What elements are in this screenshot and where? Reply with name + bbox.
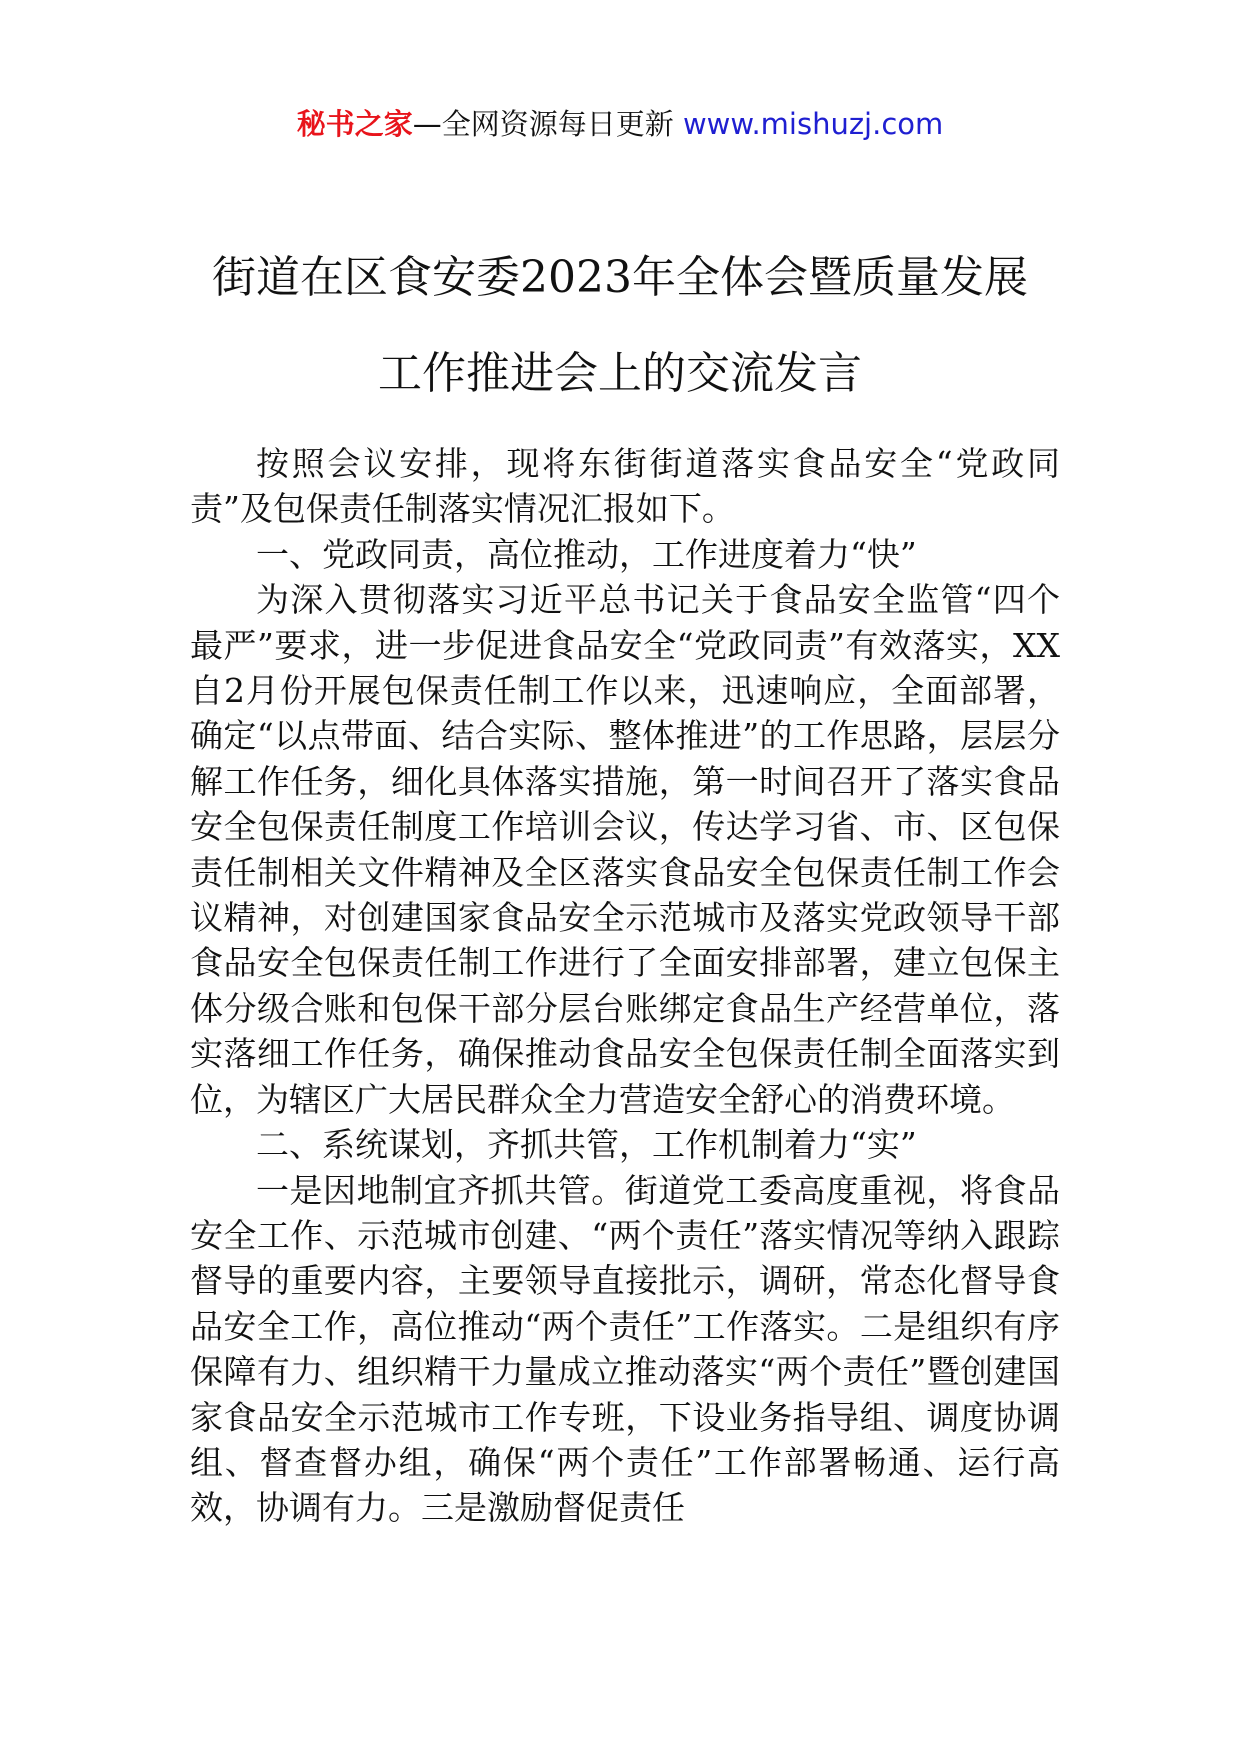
paragraph-section-2: 一是因地制宜齐抓共管。街道党工委高度重视，将食品安全工作、示范城市创建、“两个责任”落实情况等纳入跟踪督导的重要内容，主要领导直接批示，调研，常态化督导食品安全工作，高位推动“两个责任”工作落实。二是组织有序保障有力、组织精干力量成立推动落实“两个责任”暨创建国家食品安全示范城市工作专班，下设业务指导组、调度协调组、督查督办组，确保“两个责任”工作部署畅通、运行高效，协调有力。三是激励督促责任 [190, 1170, 1060, 1528]
document-title [150, 230, 1090, 422]
section-heading-2: 二、系统谋划，齐抓共管，工作机制着力“实” [256, 1125, 917, 1165]
site-header [0, 100, 1240, 148]
site-brand: 秘书之家 [296, 107, 413, 141]
section-heading-1: 一、党政同责，高位推动，工作进度着力“快” [256, 534, 917, 574]
paragraph-intro: 按照会议安排，现将东街街道落实食品安全“党政同责”及包保责任制落实情况汇报如下。 [190, 444, 1060, 529]
title-line-2: 工作推进会上的交流发言 [378, 348, 862, 399]
paragraph-section-1: 为深入贯彻落实习近平总书记关于食品安全监管“四个最严”要求，进一步促进食品安全“党政同责”有效落实，XX自2月份开展包保责任制工作以来，迅速响应，全面部署，确定“以点带面、结合实际、整体推进”的工作思路，层层分解工作任务，细化具体落实措施，第一时间召开了落实食品安全包保责任制度工作培训会议，传达学习省、市、区包保责任制相关文件精神及全区落实食品安全包保责任制工作会议精神，对创建国家食品安全示范城市及落实党政领导干部食品安全包保责任制工作进行了全面安排部署，建立包保主体分级合账和包保干部分层台账绑定食品生产经营单位，落实落细工作任务，确保推动食品安全包保责任制全面落实到位，为辖区广大居民群众全力营造安全舒心的消费环境。 [190, 580, 1060, 1119]
site-tagline: —全网资源每日更新 [412, 107, 674, 141]
document-body [190, 441, 1060, 1531]
title-line-1: 街道在区食安委2023年全体会暨质量发展 [212, 252, 1028, 303]
site-url-link[interactable]: www.mishuzj.com [682, 107, 944, 141]
